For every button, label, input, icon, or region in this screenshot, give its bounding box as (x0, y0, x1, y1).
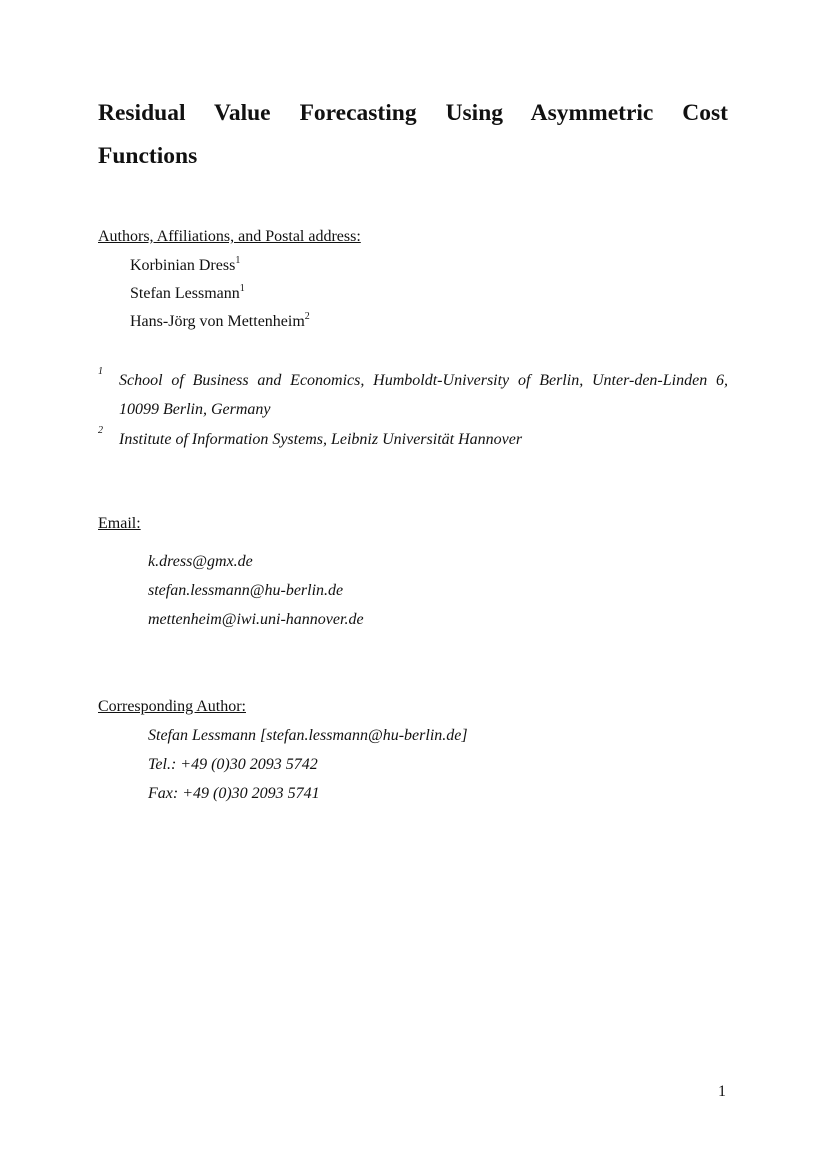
author-name: Hans-Jörg von Mettenheim (130, 313, 305, 330)
fax: Fax: +49 (0)30 2093 5741 (148, 785, 320, 802)
telephone: Tel.: +49 (0)30 2093 5742 (148, 756, 318, 773)
author-3 (130, 313, 310, 331)
corresponding-author-heading: Corresponding Author: (98, 698, 246, 715)
email-2[interactable]: stefan.lessmann@hu-berlin.de (148, 582, 344, 599)
authors-heading: Authors, Affiliations, and Postal address: (98, 228, 361, 245)
author-name: Stefan Lessmann (130, 285, 240, 302)
affiliation-line: Institute of Information Systems, Leibniz Universität Hannover (119, 431, 523, 448)
corresponding-author-contact: Stefan Lessmann [stefan.lessmann@hu-berlin.de] (148, 727, 468, 744)
author-2 (130, 285, 245, 303)
affiliation-mark: 2 (98, 425, 103, 436)
title-line-2: Functions (98, 143, 198, 169)
affiliation-line: School of Business and Economics, Humboldt-University of Berlin, Unter-den-Linden 6, (119, 372, 728, 389)
affiliation-line: 10099 Berlin, Germany (119, 401, 271, 418)
email-heading: Email: (98, 515, 141, 532)
author-name: Korbinian Dress (130, 257, 236, 274)
email-1[interactable]: k.dress@gmx.de (148, 553, 253, 570)
affiliation-mark: 2 (304, 311, 310, 322)
page-number: 1 (718, 1083, 726, 1100)
title-line-1: Residual Value Forecasting Using Asymmetric Cost (98, 100, 728, 126)
affiliation-mark: 1 (239, 283, 245, 294)
affiliation-mark: 1 (235, 255, 241, 266)
affiliation-mark: 1 (98, 366, 103, 377)
email-3[interactable]: mettenheim@iwi.uni-hannover.de (148, 611, 364, 628)
author-1 (130, 257, 240, 275)
affiliation-1 (98, 366, 728, 424)
paper-title (98, 92, 728, 178)
affiliation-2 (98, 425, 728, 454)
